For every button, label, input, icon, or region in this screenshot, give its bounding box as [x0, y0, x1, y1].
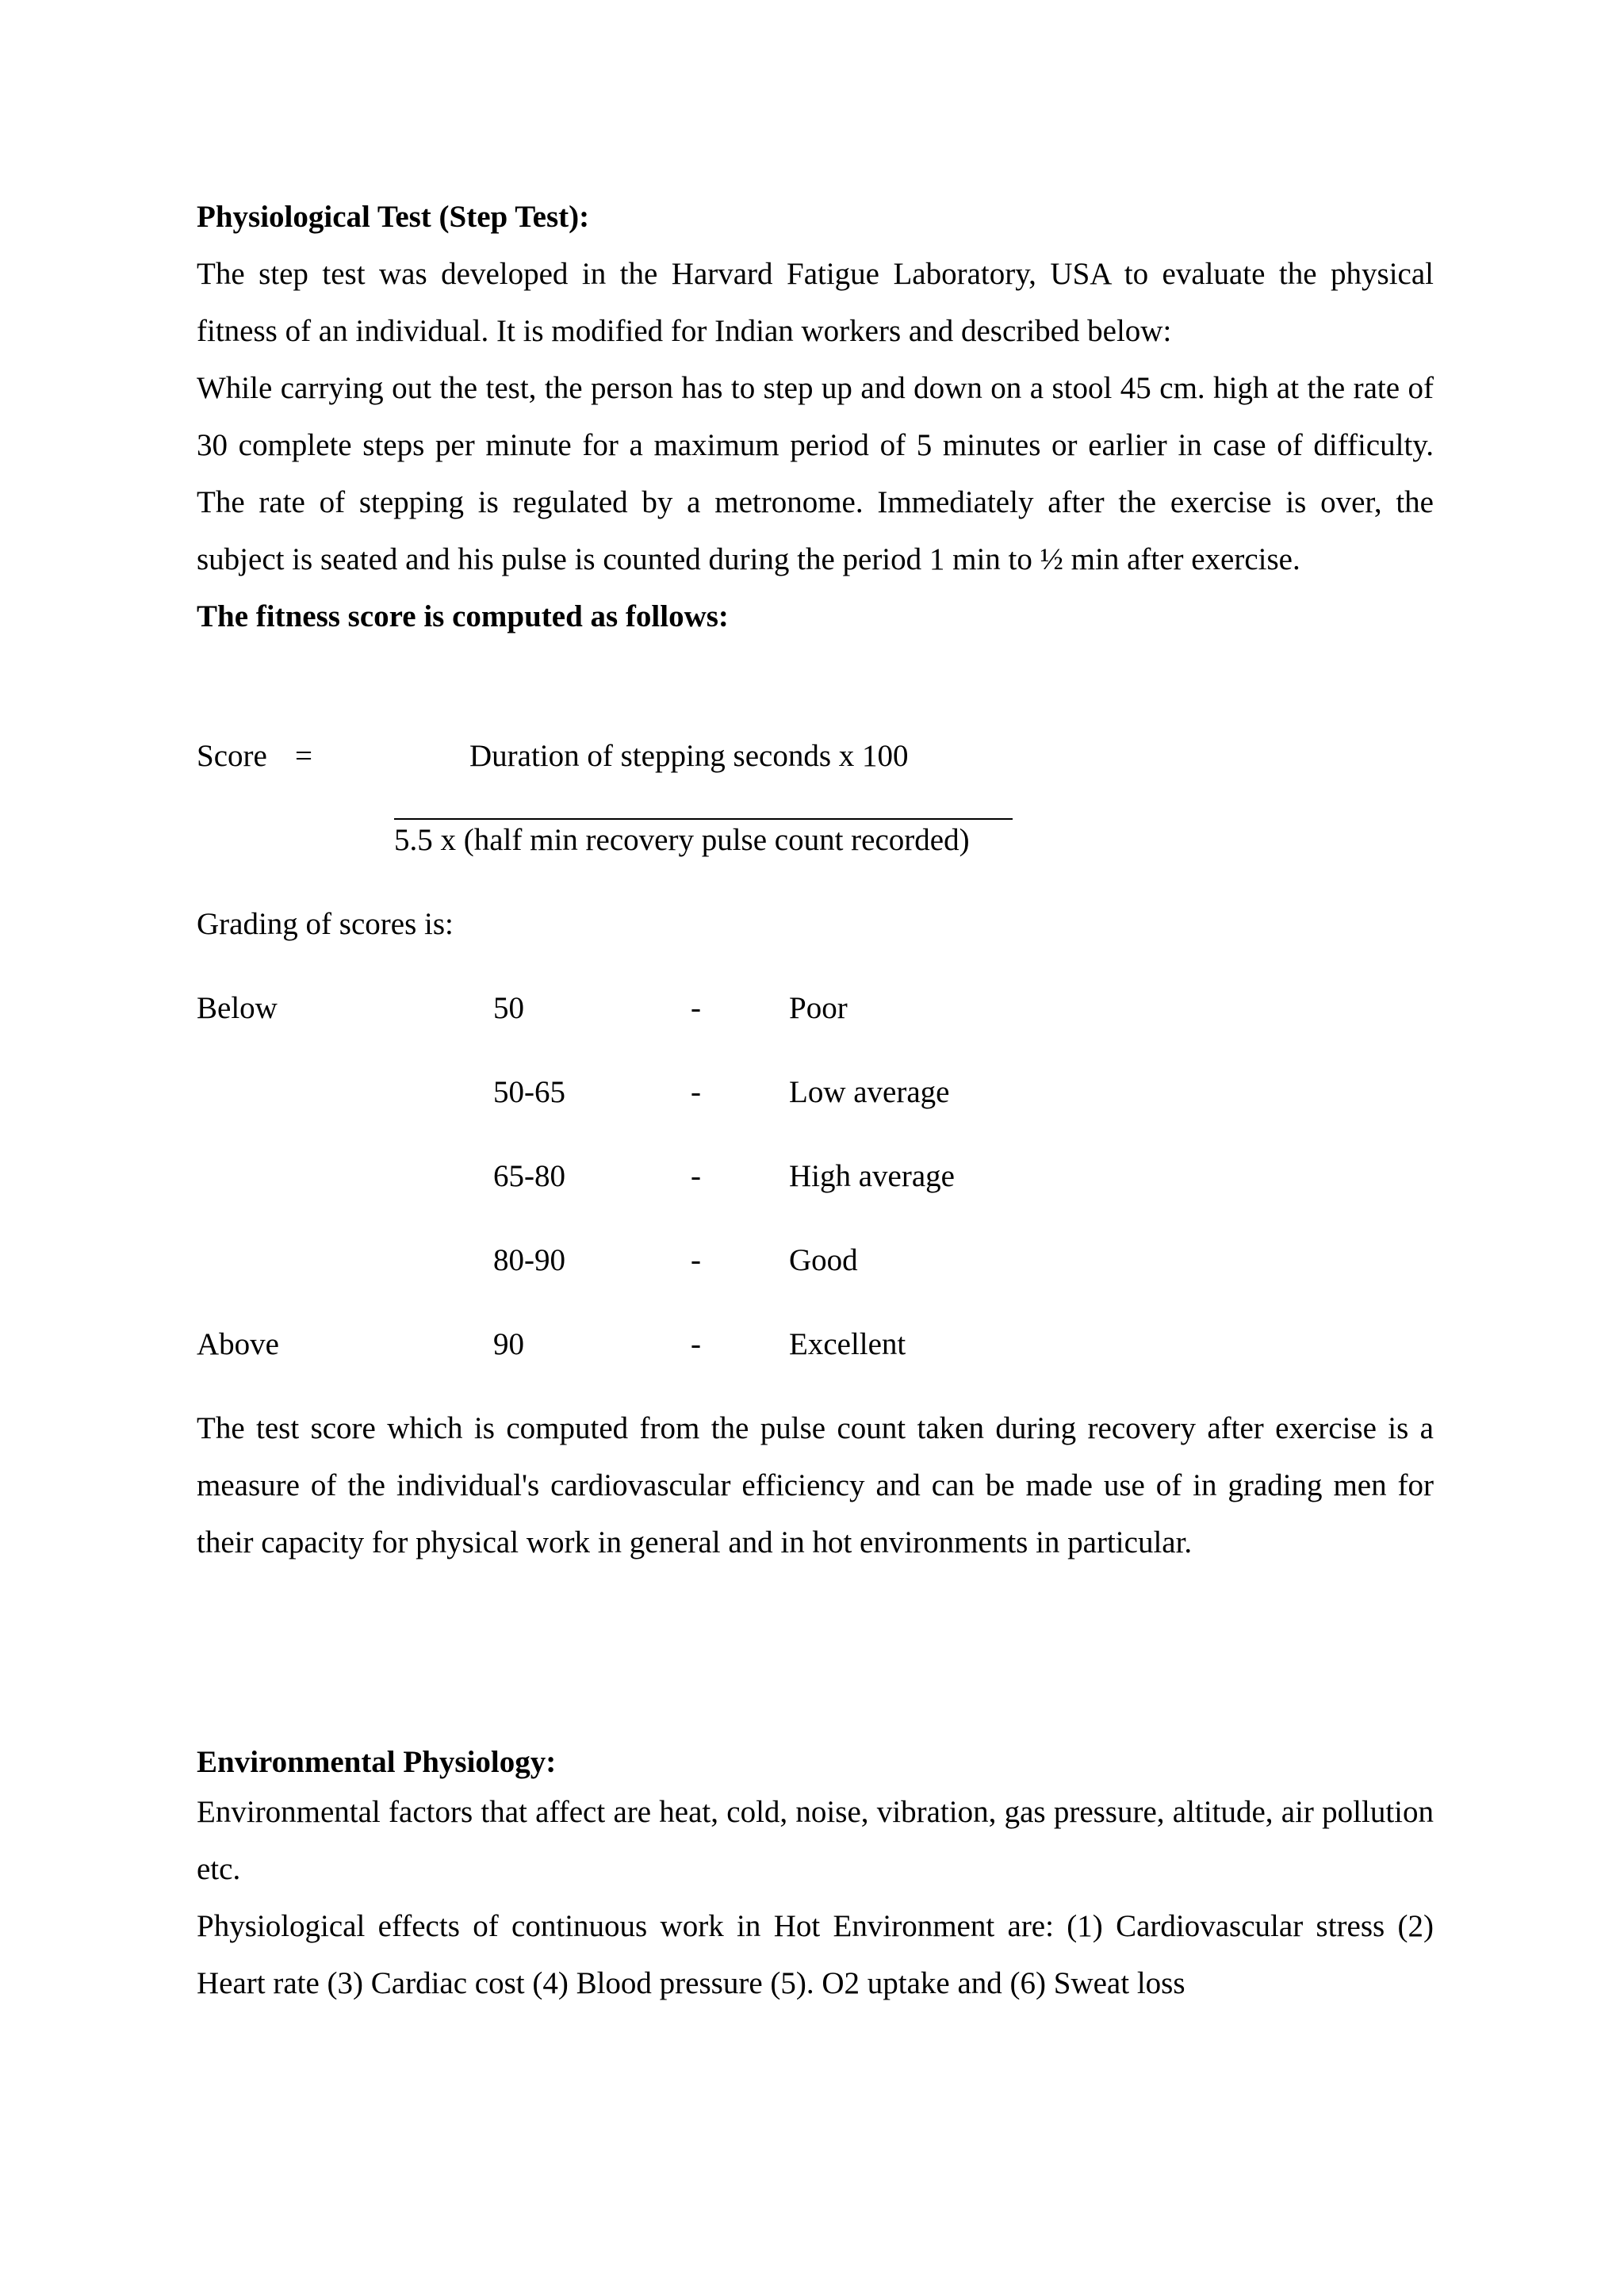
fitness-score-heading: The fitness score is computed as follows:	[197, 599, 729, 633]
grading-dash: -	[691, 1075, 701, 1109]
grading-grade: Excellent	[789, 1327, 906, 1361]
grading-range: 65-80	[493, 1159, 565, 1193]
grading-grade: High average	[789, 1159, 955, 1193]
step-test-procedure-paragraph: While carrying out the test, the person has to step up and down on a stool 45 cm. high at the rate of 30 complete steps per minute for a maximum period of 5 minutes or earlier in case of difficulty. The rate of stepping is regulated by a metronome. Immediately after the exercise is over, the subject is seated and his pulse is counted during the period 1 min to ½ min after exercise.	[197, 371, 1434, 576]
grading-dash: -	[691, 1243, 701, 1277]
grading-range: 50-65	[493, 1075, 565, 1109]
step-test-section	[197, 189, 1434, 645]
formula-fraction-bar	[394, 818, 1013, 820]
step-test-closing-paragraph: The test score which is computed from the pulse count taken during recovery after exercise is a measure of the individual's cardiovascular efficiency and can be made use of in grading men for their capacity for physical work in general and in hot environments in particular.	[197, 1411, 1434, 1559]
grading-range: 90	[493, 1327, 524, 1361]
formula-score-label: Score	[197, 739, 267, 773]
grading-grade: Good	[789, 1243, 858, 1277]
grading-grade: Poor	[789, 991, 848, 1025]
grading-dash: -	[691, 1159, 701, 1193]
grading-range: 50	[493, 991, 524, 1025]
grading-intro: Grading of scores is:	[197, 907, 454, 941]
step-test-intro-paragraph: The step test was developed in the Harvard Fatigue Laboratory, USA to evaluate the physical fitness of an individual. It is modified for Indian workers and described below:	[197, 257, 1434, 348]
grading-range: 80-90	[493, 1243, 565, 1277]
environmental-physiology-heading: Environmental Physiology:	[197, 1745, 557, 1779]
formula-denominator: 5.5 x (half min recovery pulse count recorded)	[394, 823, 970, 857]
environmental-factors-paragraph: Environmental factors that affect are heat, cold, noise, vibration, gas pressure, altitude, air pollution etc.	[197, 1795, 1434, 1886]
formula-equals-sign: =	[295, 739, 312, 773]
formula-numerator: Duration of stepping seconds x 100	[469, 739, 909, 773]
grading-dash: -	[691, 1327, 701, 1361]
grading-qualifier: Below	[197, 991, 278, 1025]
hot-environment-effects-paragraph: Physiological effects of continuous work in Hot Environment are: (1) Cardiovascular stress (2) Heart rate (3) Cardiac cost (4) Blood pressure (5). O2 uptake and (6) Sweat loss	[197, 1909, 1434, 2000]
environmental-physiology-section	[197, 1741, 1434, 2012]
grading-dash: -	[691, 991, 701, 1025]
grading-qualifier: Above	[197, 1327, 279, 1361]
step-test-closing	[197, 1400, 1434, 1571]
step-test-heading: Physiological Test (Step Test):	[197, 200, 590, 234]
grading-grade: Low average	[789, 1075, 950, 1109]
